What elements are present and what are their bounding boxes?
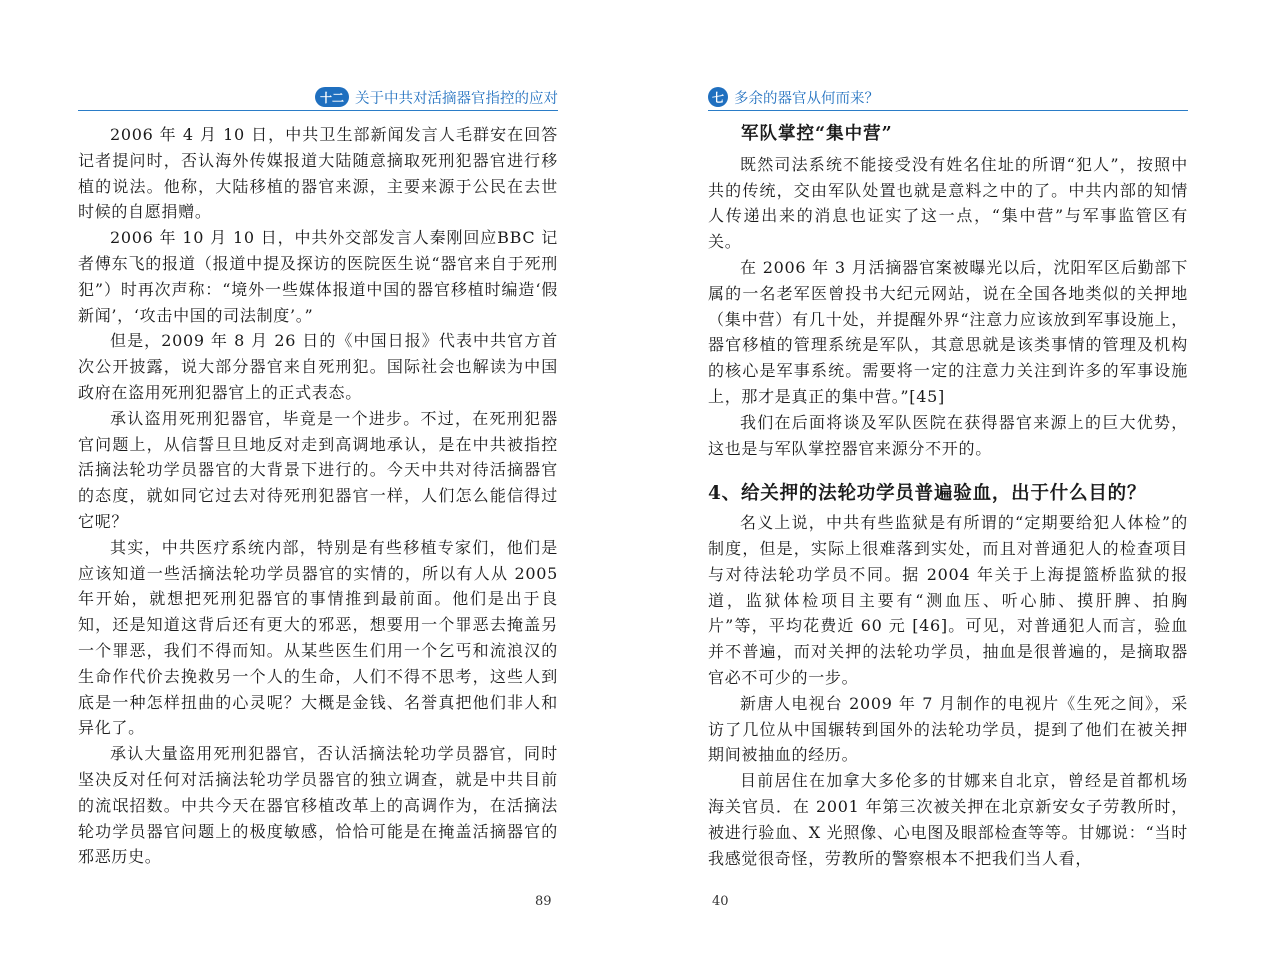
paragraph: 在 2006 年 3 月活摘器官案被曝光以后，沈阳军区后勤部下属的一名老军医曾投书大纪元网站，说在全国各地类似的关押地（集中营）有几十处，并提醒外界“注意力应该放到军事设施上，器官移植的管理系统是军队，其意思就是该类事情的管理及机构的核心是军事系统。需要将一定的注意力关注到许多的军事设施上，那才是真正的集中营。”[45]	[708, 257, 1188, 406]
right-body-text	[708, 122, 1188, 871]
paragraph: 承认大量盗用死刑犯器官，否认活摘法轮功学员器官，同时坚决反对任何对活摘法轮功学员器官的独立调查，就是中共目前的流氓招数。中共今天在器官移植改革上的高调作为，在活摘法轮功学员器官问题上的极度敏感，恰恰可能是在掩盖活摘器官的邪恶历史。	[78, 744, 558, 867]
paragraph: 名义上说，中共有些监狱是有所谓的“定期要给犯人体检”的制度，但是，实际上很难落到实处，而且对普通犯人的检查项目与对待法轮功学员不同。据 2004 年关于上海提篮桥监狱的报道，监狱体检项目主要有“测血压、听心肺、摸肝脾、拍胸片”等，平均花费近 60 元 [46]。可见，对普通犯人而言，验血并不普遍，而对关押的法轮功学员，抽血是很普遍的，是摘取器官必不可少的一步。	[708, 513, 1188, 687]
left-body-text	[78, 122, 558, 870]
paragraph: 我们在后面将谈及军队医院在获得器官来源上的巨大优势，这也是与军队掌控器官来源分不开的。	[708, 412, 1188, 458]
chapter-badge: 十二	[315, 87, 349, 107]
paragraph: 承认盗用死刑犯器官，毕竟是一个进步。不过，在死刑犯器官问题上，从信誓旦旦地反对走到高调地承认，是在中共被指控活摘法轮功学员器官的大背景下进行的。今天中共对待活摘器官的态度，就如同它过去对待死刑犯器官一样，人们怎么能信得过它呢？	[78, 408, 558, 531]
paragraph: 2006 年 10 月 10 日，中共外交部发言人秦刚回应BBC 记者傅东飞的报道（报道中提及探访的医院医生说“器官来自于死刑犯”）时再次声称：“境外一些媒体报道中国的器官移植时编造‘假新闻’，‘攻击中国的司法制度’。”	[78, 228, 558, 325]
section-heading: 4、给关押的法轮功学员普遍验血，出于什么目的？	[708, 483, 1147, 505]
chapter-badge: 七	[708, 87, 728, 107]
left-page	[78, 0, 558, 978]
right-page	[708, 0, 1188, 978]
paragraph: 既然司法系统不能接受没有姓名住址的所谓“犯人”，按照中共的传统，交由军队处置也就是意料之中的了。中共内部的知情人传递出来的消息也证实了这一点，“集中营”与军事监管区有关。	[708, 154, 1188, 252]
chapter-title: 多余的器官从何而来？	[734, 90, 879, 107]
paragraph: 新唐人电视台 2009 年 7 月制作的电视片《生死之间》，采访了几位从中国辗转到国外的法轮功学员，提到了他们在被关押期间被抽血的经历。	[708, 693, 1188, 765]
paragraph: 但是，2009 年 8 月 26 日的《中国日报》代表中共官方首次公开披露，说大部分器官来自死刑犯。国际社会也解读为中国政府在盗用死刑犯器官上的正式表态。	[78, 331, 558, 402]
chapter-title: 关于中共对活摘器官指控的应对	[355, 90, 558, 107]
paragraph: 其实，中共医疗系统内部，特别是有些移植专家们，他们是应该知道一些活摘法轮功学员器官的实情的，所以有人从 2005 年开始，就想把死刑犯器官的事情推到最前面。他们是出于良知，还是知道这背后还有更大的邪恶，想要用一个罪恶去掩盖另一个罪恶，我们不得而知。从某些医生们用一个乞丐和流浪汉的生命作代价去挽救另一个人的生命，人们不得不思考，这些人到底是一种怎样扭曲的心灵呢？大概是金钱、名誉真把他们非人和异化了。	[78, 537, 558, 738]
page-number: 89	[535, 894, 552, 909]
left-running-header	[78, 84, 558, 111]
sub-heading: 军队掌控“集中营”	[741, 124, 893, 144]
right-running-header	[708, 84, 1188, 111]
paragraph: 2006 年 4 月 10 日，中共卫生部新闻发言人毛群安在回答记者提问时，否认海外传媒报道大陆随意摘取死刑犯器官进行移植的说法。他称，大陆移植的器官来源，主要来源于公民在去世时候的自愿捐赠。	[78, 125, 558, 222]
page-number: 40	[712, 894, 729, 909]
paragraph: 目前居住在加拿大多伦多的甘娜来自北京，曾经是首都机场海关官员．在 2001 年第三次被关押在北京新安女子劳教所时，被进行验血、X 光照像、心电图及眼部检查等等。甘娜说：“当时我感觉很奇怪，劳教所的警察根本不把我们当人看，	[708, 771, 1188, 868]
